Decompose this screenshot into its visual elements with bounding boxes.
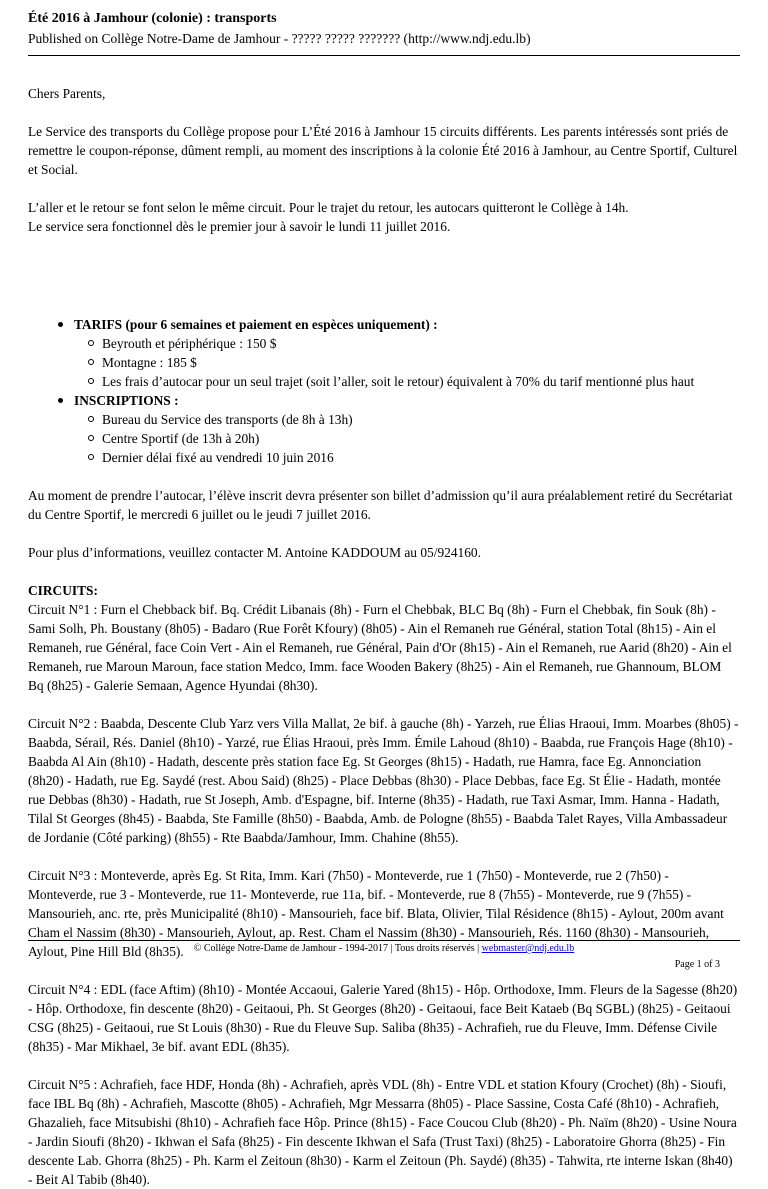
site-url: http://www.ndj.edu.lb	[408, 31, 527, 46]
header-divider	[28, 55, 740, 56]
document-page	[28, 10, 740, 1187]
contact-paragraph: Pour plus d’informations, veuillez contacter M. Antoine KADDOUM au 05/924160.	[28, 545, 481, 560]
circuit-paragraph: Circuit N°4 : EDL (face Aftim) (8h10) - Montée Accaoui, Galerie Yared (8h15) - Hôp. Orthodoxe, Imm. Fleurs de la Sagesse (8h20) - Hôp. Orthodoxe, fin descente (8h20) - Geitaoui, Ph. St Georges (8h20) - Geitaoui, face Beit Kataeb (Bq SGBL) (8h25) - Geitaoui CSG (8h25) - Geitaoui, rue St Louis (8h30) - Rue du Fleuve Sup. Saliba (8h35) - Achrafieh, rue du Fleuve, Imm. Défense Civile (8h35) - Mar Mikhael, 3e bif. avant EDL (8h35).	[28, 982, 738, 1054]
published-line	[28, 30, 740, 47]
info-list	[28, 315, 740, 467]
list-item-inscriptions	[74, 391, 740, 467]
admission-paragraph: Au moment de prendre l’autocar, l’élève inscrit devra présenter son billet d’admission qu’il aura préalablement retiré du Secrétariat du Centre Sportif, le mercredi 6 juillet ou le jeudi 7 juillet 2016.	[28, 488, 733, 522]
intro-paragraph: Le Service des transports du Collège propose pour L’Été 2016 à Jamhour 15 circuits différents. Les parents intéressés sont priés de remettre le coupon-réponse, dûment rempli, au moment des inscriptions à la colonie Été 2016 à Jamhour, au Centre Sportif, Culturel et Social.	[28, 124, 738, 177]
published-prefix: Published on Collège Notre-Dame de Jamhour - ????? ????? ??????? (	[28, 31, 409, 46]
circuit-paragraph: Circuit N°1 : Furn el Chebback bif. Bq. Crédit Libanais (8h) - Furn el Chebbak, BLC Bq (8h) - Furn el Chebbak, fin Souk (8h) - Sami Solh, Ph. Boustany (8h05) - Badaro (Rue Forêt Kfoury) (8h05) - Ain el Remaneh rue Général, station Total (8h15) - Ain el Remaneh, rue Général, face Coin Vert - Ain el Remaneh, rue Général, Pain d'Or (8h15) - Ain el Remaneh, rue Aarid (8h20) - Ain el Remaneh, rue Maroun Maroun, face station Medco, Imm. face Wooden Bakery (8h25) - Ain el Remaneh, rue Ghannoum, BLOM Bq (8h25) - Galerie Semaan, Agence Hyundai (8h30).	[28, 602, 732, 693]
list-item-tarifs	[74, 315, 740, 391]
page-title: Été 2016 à Jamhour (colonie) : transports	[28, 11, 277, 26]
schedule-paragraph	[28, 198, 740, 236]
content-body	[28, 84, 740, 1189]
list-item: Centre Sportif (de 13h à 20h)	[102, 429, 740, 448]
inscriptions-heading: INSCRIPTIONS :	[74, 393, 179, 408]
list-item: Les frais d’autocar pour un seul trajet (soit l’aller, soit le retour) équivalent à 70% du tarif mentionné plus haut	[102, 372, 740, 391]
tarifs-sublist	[74, 334, 740, 391]
list-item: Beyrouth et périphérique : 150 $	[102, 334, 740, 353]
tarifs-heading: TARIFS (pour 6 semaines et paiement en espèces uniquement) :	[74, 317, 438, 332]
inscriptions-sublist	[74, 410, 740, 467]
footer	[28, 942, 740, 955]
list-item: Bureau du Service des transports (de 8h à 13h)	[102, 410, 740, 429]
list-item: Dernier délai fixé au vendredi 10 juin 2016	[102, 448, 740, 467]
footer-divider	[28, 940, 740, 941]
schedule-line-2: Le service sera fonctionnel dès le premier jour à savoir le lundi 11 juillet 2016.	[28, 219, 451, 234]
greeting: Chers Parents,	[28, 86, 106, 101]
page-number: Page 1 of 3	[674, 959, 720, 970]
webmaster-email-link[interactable]: webmaster@ndj.edu.lb	[481, 943, 575, 954]
copyright-text: © Collège Notre-Dame de Jamhour - 1994-2017 | Tous droits réservés |	[193, 943, 482, 954]
list-item: Montagne : 185 $	[102, 353, 740, 372]
circuit-paragraph: Circuit N°2 : Baabda, Descente Club Yarz vers Villa Mallat, 2e bif. à gauche (8h) - Yarzeh, rue Élias Hraoui, Imm. Moarbes (8h05) - Baabda, Sérail, Rés. Daniel (8h10) - Yarzé, rue Élias Hraoui, près Imm. Émile Lahoud (8h10) - Baabda, rue François Hage (8h10) - Baabda Al Ain (8h10) - Hadath, descente près station face Eg. St Georges (8h15) - Hadath, rue Hamra, face Eg. Annonciation (8h20) - Hadath, rue Eg. Saydé (rest. Abou Said) (8h25) - Place Debbas (8h30) - Place Debbas, face Eg. St Élie - Hadath, montée rue Debbas (8h30) - Hadath, rue St Joseph, Amb. d'Espagne, bif. Interne (8h35) - Hadath, rue Taxi Asmar, Imm. Hanna - Hadath, Tilal St Georges (8h45) - Baabda, Ste Famille (8h50) - Baabda, Amb. de Pologne (8h55) - Baabda Talet Rayes, Villa Ambassadeur de Jordanie (Côté parking) (8h55) - Rte Baabda/Jamhour, Imm. Chahine (8h55).	[28, 716, 739, 845]
schedule-line-1: L’aller et le retour se font selon le même circuit. Pour le trajet du retour, les autocars quitteront le Collège à 14h.	[28, 200, 629, 215]
circuits-heading: CIRCUITS:	[28, 583, 98, 598]
circuit-paragraph: Circuit N°5 : Achrafieh, face HDF, Honda (8h) - Achrafieh, après VDL (8h) - Entre VDL et station Kfoury (Crochet) (8h) - Sioufi, face IBL Bq (8h) - Achrafieh, Mascotte (8h05) - Achrafieh, Mgr Messarra (8h05) - Place Sassine, Costa Café (8h10) - Achrafieh, Ghazalieh, face Mitsubishi (8h10) - Achrafieh face Hôp. Prince (8h15) - Face Coucou Club (8h20) - Ph. Naïm (8h20) - Usine Noura - Jardin Sioufi (8h20) - Ikhwan el Safa (8h25) - Fin descente Ikhwan el Safa (Trust Taxi) (8h25) - Laboratoire Ghorra (8h25) - Fin descente Lab. Ghorra (8h25) - Ph. Karm el Zeitoun (8h30) - Karm el Zeitoun (Ph. Saydé) (8h35) - Tahwita, rte interne Iskan (8h40) - Beit Al Tabib (8h40).	[28, 1077, 737, 1187]
circuit-paragraph: Circuit N°3 : Monteverde, après Eg. St Rita, Imm. Kari (7h50) - Monteverde, rue 1 (7h50) - Monteverde, rue 2 (7h50) - Monteverde, rue 3 - Monteverde, rue 11- Monteverde, rue 11a, bif. - Monteverde, rue 8 (7h55) - Monteverde, rue 9 (7h55) - Mansourieh, anc. rte, près Municipalité (8h10) - Mansourieh, face bif. Blata, Olivier, Tilal Résidence (8h15) - Aylout, 200m avant Cham el Nassim (8h30) - Mansourieh, Aylout, ap. Rest. Cham el Nassim (8h30) - Mansourieh, Rés. 1160 (8h30) - Mansourieh, Aylout, Pine Hill Bld (8h35).	[28, 868, 724, 959]
published-suffix: )	[526, 31, 531, 46]
